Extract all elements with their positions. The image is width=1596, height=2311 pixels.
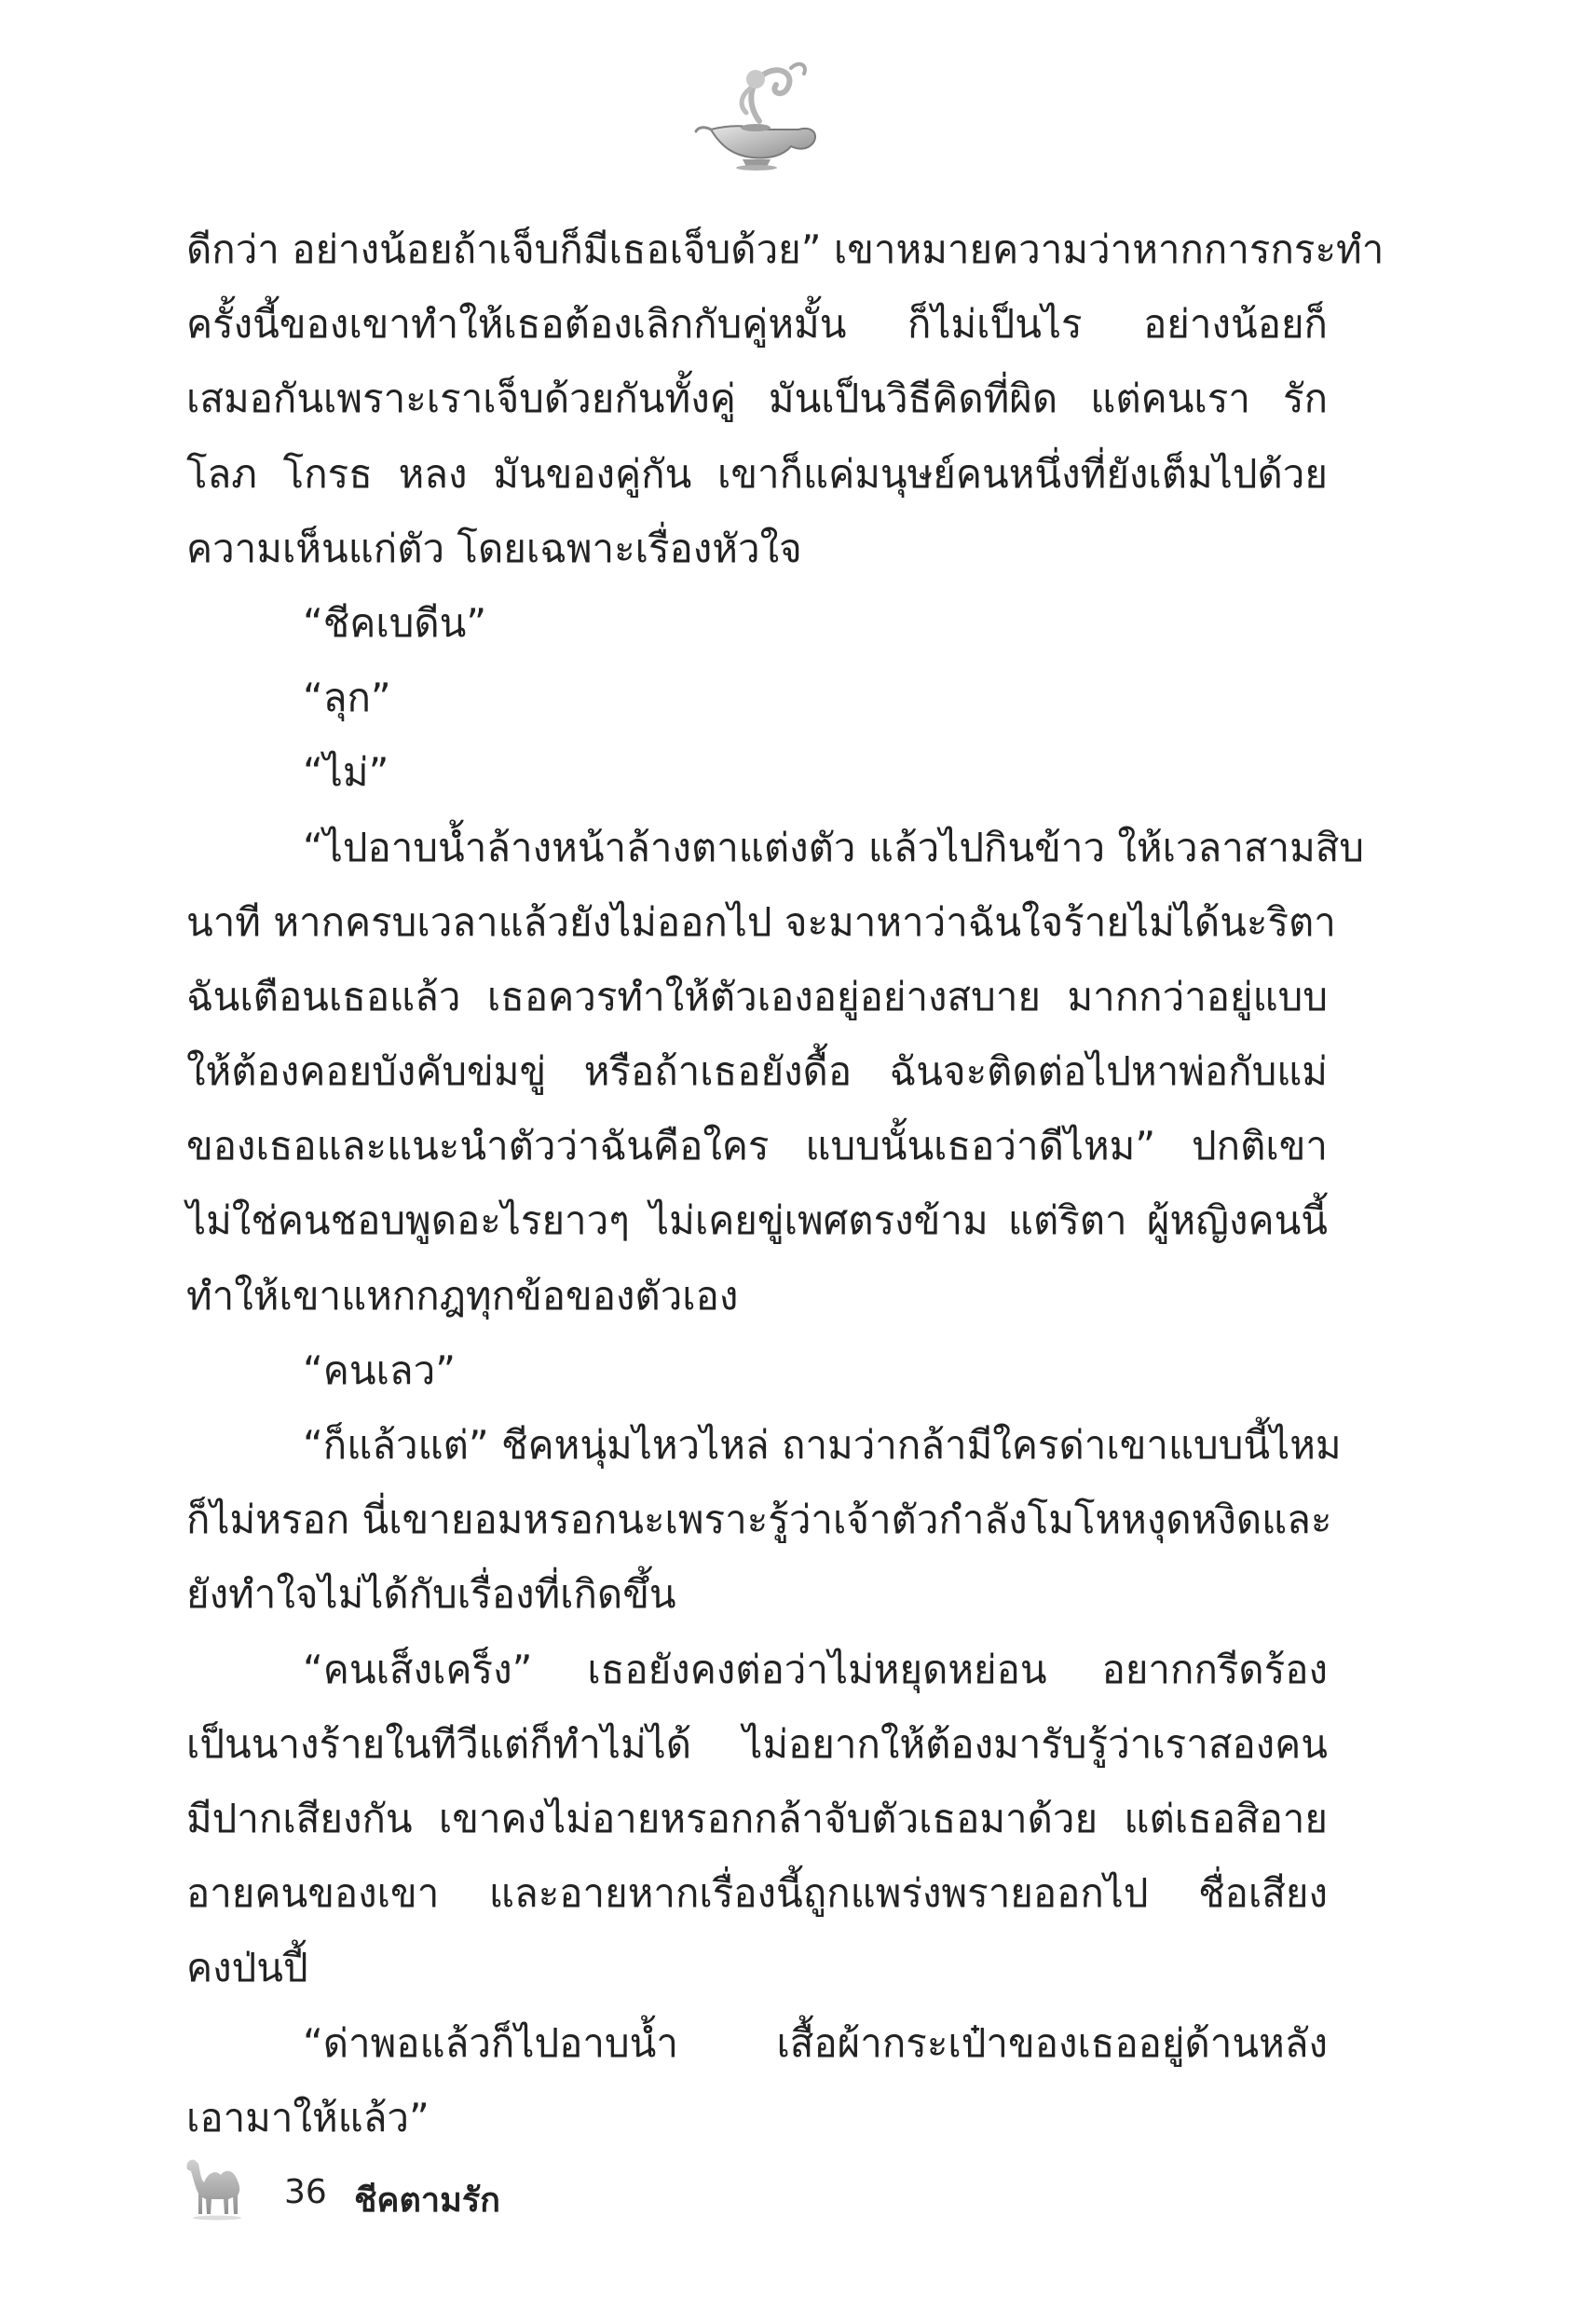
- text-line: “ไปอาบน้ำล้างหน้าล้างตาแต่งตัว แล้วไปกินข้าว ให้เวลาสามสิบ: [303, 824, 1365, 870]
- text-line: อายคนของเขา และอายหากเรื่องนี้ถูกแพร่งพรายออกไป ชื่อเสียง: [186, 1870, 1328, 1917]
- text-line: เอามาให้แล้ว”: [186, 2094, 430, 2140]
- text-line: ฉันเตือนเธอแล้ว เธอควรทำให้ตัวเองอยู่อย่างสบาย มากกว่าอยู่แบบ: [186, 973, 1328, 1019]
- page-number: 36: [284, 2173, 327, 2211]
- body-text: [186, 212, 1385, 2155]
- text-line: “ชีคเบดีน”: [303, 599, 487, 646]
- text-line: มีปากเสียงกัน เขาคงไม่อายหรอกกล้าจับตัวเธอมาด้วย แต่เธอสิอาย: [186, 1795, 1328, 1841]
- text-line: ความเห็นแก่ตัว โดยเฉพาะเรื่องหัวใจ: [186, 525, 802, 571]
- genie-lamp-icon: [694, 51, 825, 172]
- camel-icon: [182, 2153, 252, 2222]
- text-line: ยังทำใจไม่ได้กับเรื่องที่เกิดขึ้น: [186, 1571, 676, 1618]
- text-line: “ด่าพอแล้วก็ไปอาบน้ำ เสื้อผ้ากระเป๋าของเธออยู่ด้านหลัง: [303, 2019, 1328, 2066]
- text-line: คงป่นปี้: [186, 1945, 308, 1991]
- text-line: เสมอกันเพราะเราเจ็บด้วยกันทั้งคู่ มันเป็นวิธีคิดที่ผิด แต่คนเรา รัก: [186, 376, 1328, 422]
- text-line: “ลุก”: [303, 675, 391, 721]
- text-line: นาที หากครบเวลาแล้วยังไม่ออกไป จะมาหาว่าฉันใจร้ายไม่ได้นะริตา: [186, 898, 1336, 945]
- text-line: โลภ โกรธ หลง มันของคู่กัน เขาก็แค่มนุษย์คนหนึ่งที่ยังเต็มไปด้วย: [186, 450, 1328, 497]
- text-line: ดีกว่า อย่างน้อยถ้าเจ็บก็มีเธอเจ็บด้วย” เขาหมายความว่าหากการกระทำ: [186, 226, 1385, 272]
- text-line: ทำให้เขาแหกกฎทุกข้อของตัวเอง: [186, 1272, 739, 1319]
- page-footer: [182, 2153, 741, 2236]
- text-line: ให้ต้องคอยบังคับข่มขู่ หรือถ้าเธอยังดื้อ ฉันจะติดต่อไปหาพ่อกับแม่: [186, 1048, 1328, 1095]
- text-line: “คนเลว”: [303, 1347, 457, 1393]
- text-line: “คนเส็งเคร็ง” เธอยังคงต่อว่าไม่หยุดหย่อน อยากกรีดร้อง: [303, 1646, 1328, 1692]
- text-line: “ไม่”: [303, 749, 389, 796]
- text-line: ก็ไม่หรอก นี่เขายอมหรอกนะเพราะรู้ว่าเจ้าตัวกำลังโมโหหงุดหงิดและ: [186, 1497, 1332, 1543]
- text-line: ไม่ใช่คนชอบพูดอะไรยาวๆ ไม่เคยขู่เพศตรงข้าม แต่ริตา ผู้หญิงคนนี้: [186, 1197, 1328, 1244]
- running-title: ชีคตามรัก: [354, 2181, 500, 2220]
- text-line: ของเธอและแนะนำตัวว่าฉันคือใคร แบบนั้นเธอว่าดีไหม” ปกติเขา: [186, 1123, 1328, 1169]
- text-line: เป็นนางร้ายในทีวีแต่ก็ทำไม่ได้ ไม่อยากให้ต้องมารับรู้ว่าเราสองคน: [186, 1720, 1328, 1767]
- text-line: ครั้งนี้ของเขาทำให้เธอต้องเลิกกับคู่หมั้น ก็ไม่เป็นไร อย่างน้อยก็: [186, 301, 1328, 348]
- text-line: “ก็แล้วแต่” ชีคหนุ่มไหวไหล่ ถามว่ากล้ามีใครด่าเขาแบบนี้ไหม: [303, 1422, 1342, 1468]
